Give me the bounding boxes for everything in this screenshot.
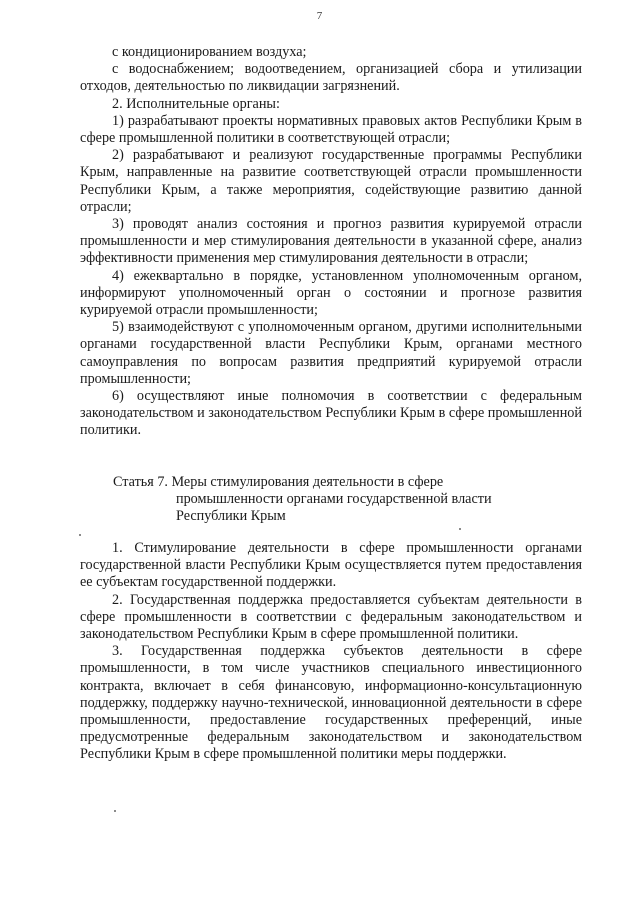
paragraph: 2) разрабатывают и реализуют государственные программы Республики Крым, направленные на развитие соответствующей отрасли промышленности Республики Крым, а также мероприятия, содействующие развитию данной отрасли; <box>80 147 582 215</box>
paragraph: 1) разрабатывают проекты нормативных правовых актов Республики Крым в сфере промышленной политики в соответствующей отрасли; <box>80 112 582 147</box>
page-number: 7 <box>316 10 323 22</box>
paragraph: 3. Государственная поддержка субъектов деятельности в сфере промышленности, в том числе участников специального инвестиционного контракта, включает в себя финансовую, информационно-консультационную поддержку, поддержку научно-технической, инновационной деятельности в сфере промышленности, предоставление государственных преференций, иные предусмотренные федеральным законодательством и законодательством Республики Крым в сфере промышленной политики меры поддержки. <box>80 643 582 763</box>
paragraph: 3) проводят анализ состояния и прогноз развития курируемой отрасли промышленности и мер стимулирования деятельности в указанной сфере, анализ эффективности применения мер стимулирования деятельности в отрасли; <box>80 216 582 267</box>
paragraph: с водоснабжением; водоотведением, организацией сбора и утилизации отходов, деятельностью по ликвидации загрязнений. <box>80 61 582 95</box>
body-block-2 <box>80 540 582 764</box>
paragraph: 6) осуществляют иные полномочия в соответствии с федеральным законодательством и законодательством Республики Крым в сфере промышленной политики. <box>80 388 582 439</box>
paragraph: с кондиционированием воздуха; <box>112 44 307 60</box>
article-heading <box>113 474 543 526</box>
article-heading-line-1: Статья 7. Меры стимулирования деятельности в сфере <box>113 474 444 490</box>
scan-speck <box>79 534 81 536</box>
paragraph: 4) ежеквартально в порядке, установленном уполномоченным органом, информируют уполномоченный орган о состоянии и прогнозе развития курируемой отрасли промышленности; <box>80 267 582 319</box>
paragraph: 5) взаимодействуют с уполномоченным органом, другими исполнительными органами государственной власти Республики Крым, органами местного самоуправления по вопросам развития предприятий курируемой отрасли промышленности; <box>80 319 582 387</box>
body-block-1 <box>80 44 582 440</box>
scan-speck <box>459 528 461 530</box>
paragraph: 2. Исполнительные органы: <box>112 95 280 112</box>
scan-speck <box>114 810 116 812</box>
paragraph: 2. Государственная поддержка предоставляется субъектам деятельности в сфере промышленности в соответствии с федеральным законодательством и законодательством Республики Крым в сфере промышленной политики. <box>80 591 582 643</box>
paragraph: 1. Стимулирование деятельности в сфере промышленности органами государственной власти Республики Крым осуществляется путем предоставления ее субъектам государственной поддержки. <box>80 540 582 591</box>
article-heading-line-2: промышленности органами государственной власти <box>176 491 492 508</box>
article-heading-line-3: Республики Крым <box>176 508 286 525</box>
